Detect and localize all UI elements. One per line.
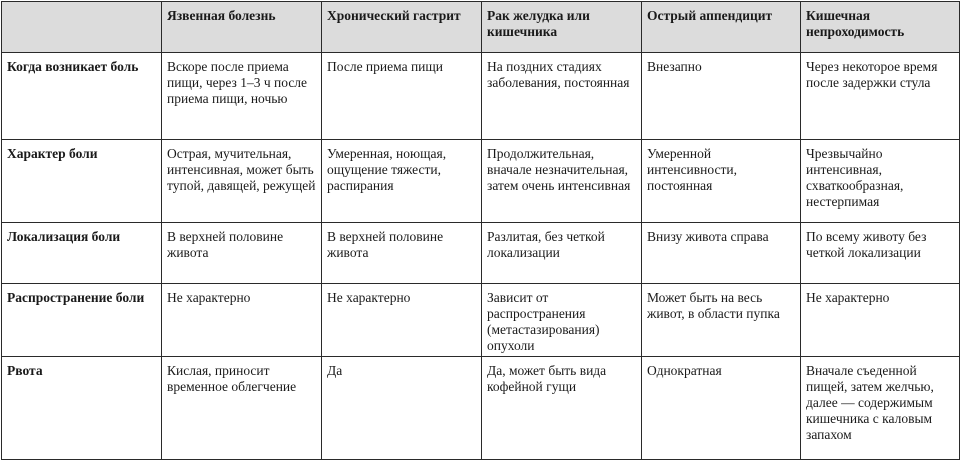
column-header-ulcer: Язвенная болезнь <box>162 2 322 53</box>
table-cell: Разлитая, без четкой локализации <box>482 223 642 284</box>
header-row <box>2 2 960 53</box>
table-cell: На поздних стадиях заболевания, постоянная <box>482 53 642 140</box>
table-cell: Да <box>322 357 482 460</box>
table-cell: В верхней половине живота <box>322 223 482 284</box>
row-label-pain-onset: Когда возникает боль <box>2 53 162 140</box>
header-corner-cell <box>2 2 162 53</box>
row-label-pain-character: Характер боли <box>2 140 162 223</box>
table-cell: Умеренной интенсивности, постоянная <box>642 140 801 223</box>
table-row <box>2 53 960 140</box>
table-cell: Не характерно <box>162 284 322 357</box>
column-header-obstruction: Кишечная непроходимость <box>801 2 960 53</box>
table-cell: Кислая, приносит временное облегчение <box>162 357 322 460</box>
table-cell: Чрезвычайно интенсивная, схваткообразная, нестерпимая <box>801 140 960 223</box>
row-label-vomiting: Рвота <box>2 357 162 460</box>
column-header-appendicitis: Острый аппендицит <box>642 2 801 53</box>
table-row <box>2 140 960 223</box>
table-cell: В верхней половине живота <box>162 223 322 284</box>
table-cell: Однократная <box>642 357 801 460</box>
table-cell: Да, может быть вида кофейной гущи <box>482 357 642 460</box>
row-label-pain-location: Локализация боли <box>2 223 162 284</box>
table-cell: Через некоторое время после задержки стула <box>801 53 960 140</box>
table-cell: Продолжительная, вначале незначительная, затем очень интенсивная <box>482 140 642 223</box>
table-cell: Может быть на весь живот, в области пупка <box>642 284 801 357</box>
comparison-table <box>1 1 960 460</box>
table-cell: Вскоре после приема пищи, через 1–3 ч после приема пищи, ночью <box>162 53 322 140</box>
table-cell: Не характерно <box>801 284 960 357</box>
table-row <box>2 284 960 357</box>
table-cell: Вначале съеденной пищей, затем желчью, далее — содержимым кишечника с каловым запахом <box>801 357 960 460</box>
row-label-pain-spread: Распространение боли <box>2 284 162 357</box>
column-header-cancer: Рак желудка или кишечника <box>482 2 642 53</box>
table-cell: По всему животу без четкой локализации <box>801 223 960 284</box>
table-row <box>2 357 960 460</box>
table-cell: Внизу живота справа <box>642 223 801 284</box>
table-cell: После приема пищи <box>322 53 482 140</box>
table-cell: Зависит от распространения (метастазирования) опухоли <box>482 284 642 357</box>
table-row <box>2 223 960 284</box>
table-cell: Не характерно <box>322 284 482 357</box>
column-header-gastritis: Хронический гастрит <box>322 2 482 53</box>
table-cell: Умеренная, ноющая, ощущение тяжести, распирания <box>322 140 482 223</box>
table-cell: Острая, мучительная, интенсивная, может быть тупой, давящей, режущей <box>162 140 322 223</box>
table-cell: Внезапно <box>642 53 801 140</box>
